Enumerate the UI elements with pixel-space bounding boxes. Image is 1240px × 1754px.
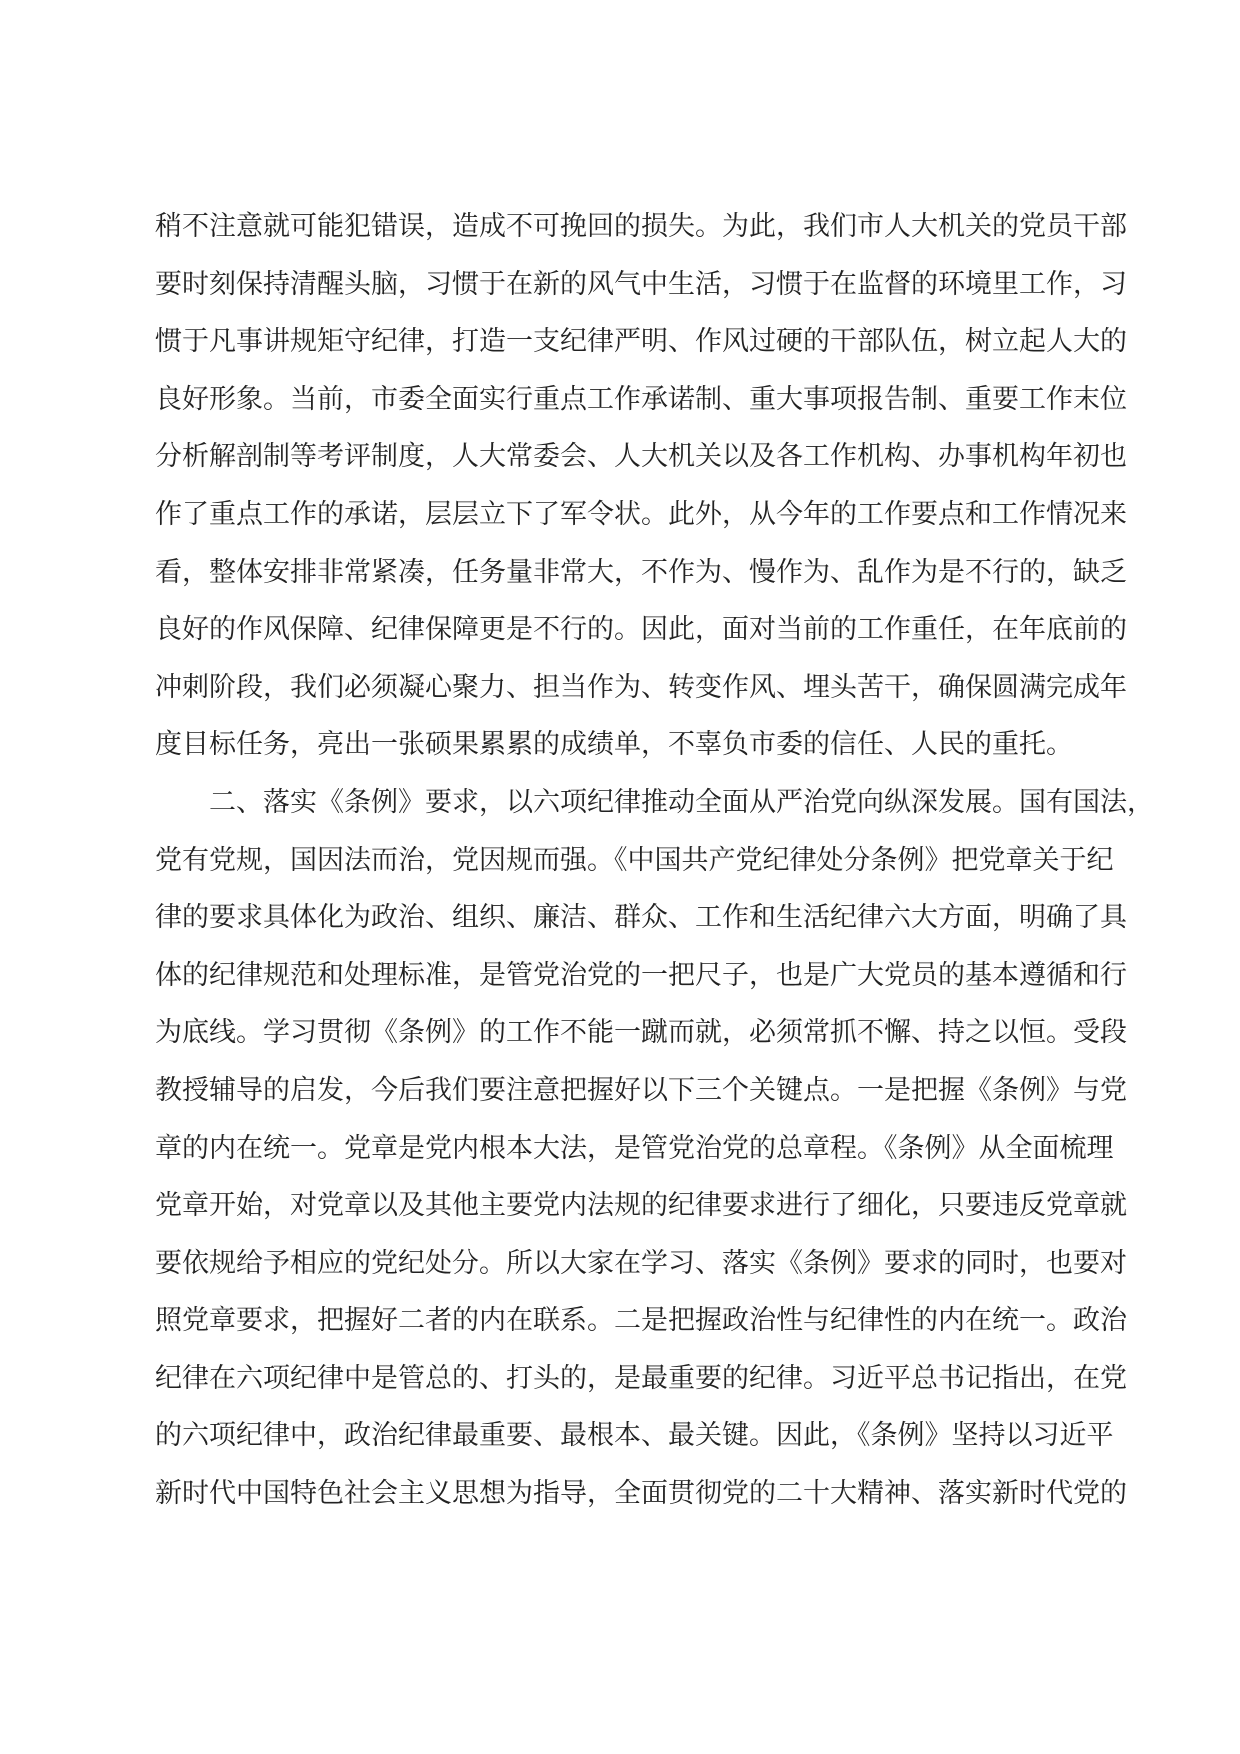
text-line: 要时刻保持清醒头脑，习惯于在新的风气中生活，习惯于在监督的环境里工作，习	[155, 268, 1127, 300]
section-heading-line: 二、落实《条例》要求，以六项纪律推动全面从严治党向纵深发展。国有国法，	[209, 786, 1154, 818]
text-line: 为底线。学习贯彻《条例》的工作不能一蹴而就，必须常抓不懈、持之以恒。受段	[155, 1017, 1127, 1049]
text-line: 教授辅导的启发，今后我们要注意把握好以下三个关键点。一是把握《条例》与党	[155, 1074, 1127, 1106]
text-line: 冲刺阶段，我们必须凝心聚力、担当作为、转变作风、埋头苦干，确保圆满完成年	[155, 671, 1127, 703]
text-line: 良好的作风保障、纪律保障更是不行的。因此，面对当前的工作重任，在年底前的	[155, 614, 1127, 646]
text-line: 的六项纪律中，政治纪律最重要、最根本、最关键。因此，《条例》坚持以习近平	[155, 1420, 1114, 1452]
text-line: 要依规给予相应的党纪处分。所以大家在学习、落实《条例》要求的同时，也要对	[155, 1247, 1127, 1279]
text-line: 照党章要求，把握好二者的内在联系。二是把握政治性与纪律性的内在统一。政治	[155, 1305, 1127, 1337]
text-line: 党章开始，对党章以及其他主要党内法规的纪律要求进行了细化，只要违反党章就	[155, 1190, 1127, 1222]
text-line: 章的内在统一。党章是党内根本大法，是管党治党的总章程。《条例》从全面梳理	[155, 1132, 1114, 1164]
text-line: 党有党规，国因法而治，党因规而强。《中国共产党纪律处分条例》把党章关于纪	[155, 844, 1114, 876]
text-line: 惯于凡事讲规矩守纪律，打造一支纪律严明、作风过硬的干部队伍，树立起人大的	[155, 326, 1127, 358]
text-line: 看，整体安排非常紧凑，任务量非常大，不作为、慢作为、乱作为是不行的，缺乏	[155, 556, 1127, 588]
text-line: 度目标任务，亮出一张硕果累累的成绩单，不辜负市委的信任、人民的重托。	[155, 729, 1073, 761]
text-line: 新时代中国特色社会主义思想为指导，全面贯彻党的二十大精神、落实新时代党的	[155, 1478, 1127, 1510]
text-line: 良好形象。当前，市委全面实行重点工作承诺制、重大事项报告制、重要工作末位	[155, 383, 1127, 415]
text-line: 稍不注意就可能犯错误，造成不可挽回的损失。为此，我们市人大机关的党员干部	[155, 211, 1127, 242]
text-line: 律的要求具体化为政治、组织、廉洁、群众、工作和生活纪律六大方面，明确了具	[155, 902, 1127, 934]
text-line: 纪律在六项纪律中是管总的、打头的，是最重要的纪律。习近平总书记指出，在党	[155, 1362, 1127, 1394]
text-line: 分析解剖制等考评制度，人大常委会、人大机关以及各工作机构、办事机构年初也	[155, 441, 1127, 473]
text-line: 作了重点工作的承诺，层层立下了军令状。此外，从今年的工作要点和工作情况来	[155, 498, 1127, 530]
text-line: 体的纪律规范和处理标准，是管党治党的一把尺子，也是广大党员的基本遵循和行	[155, 959, 1127, 991]
body-text	[155, 198, 1154, 1523]
